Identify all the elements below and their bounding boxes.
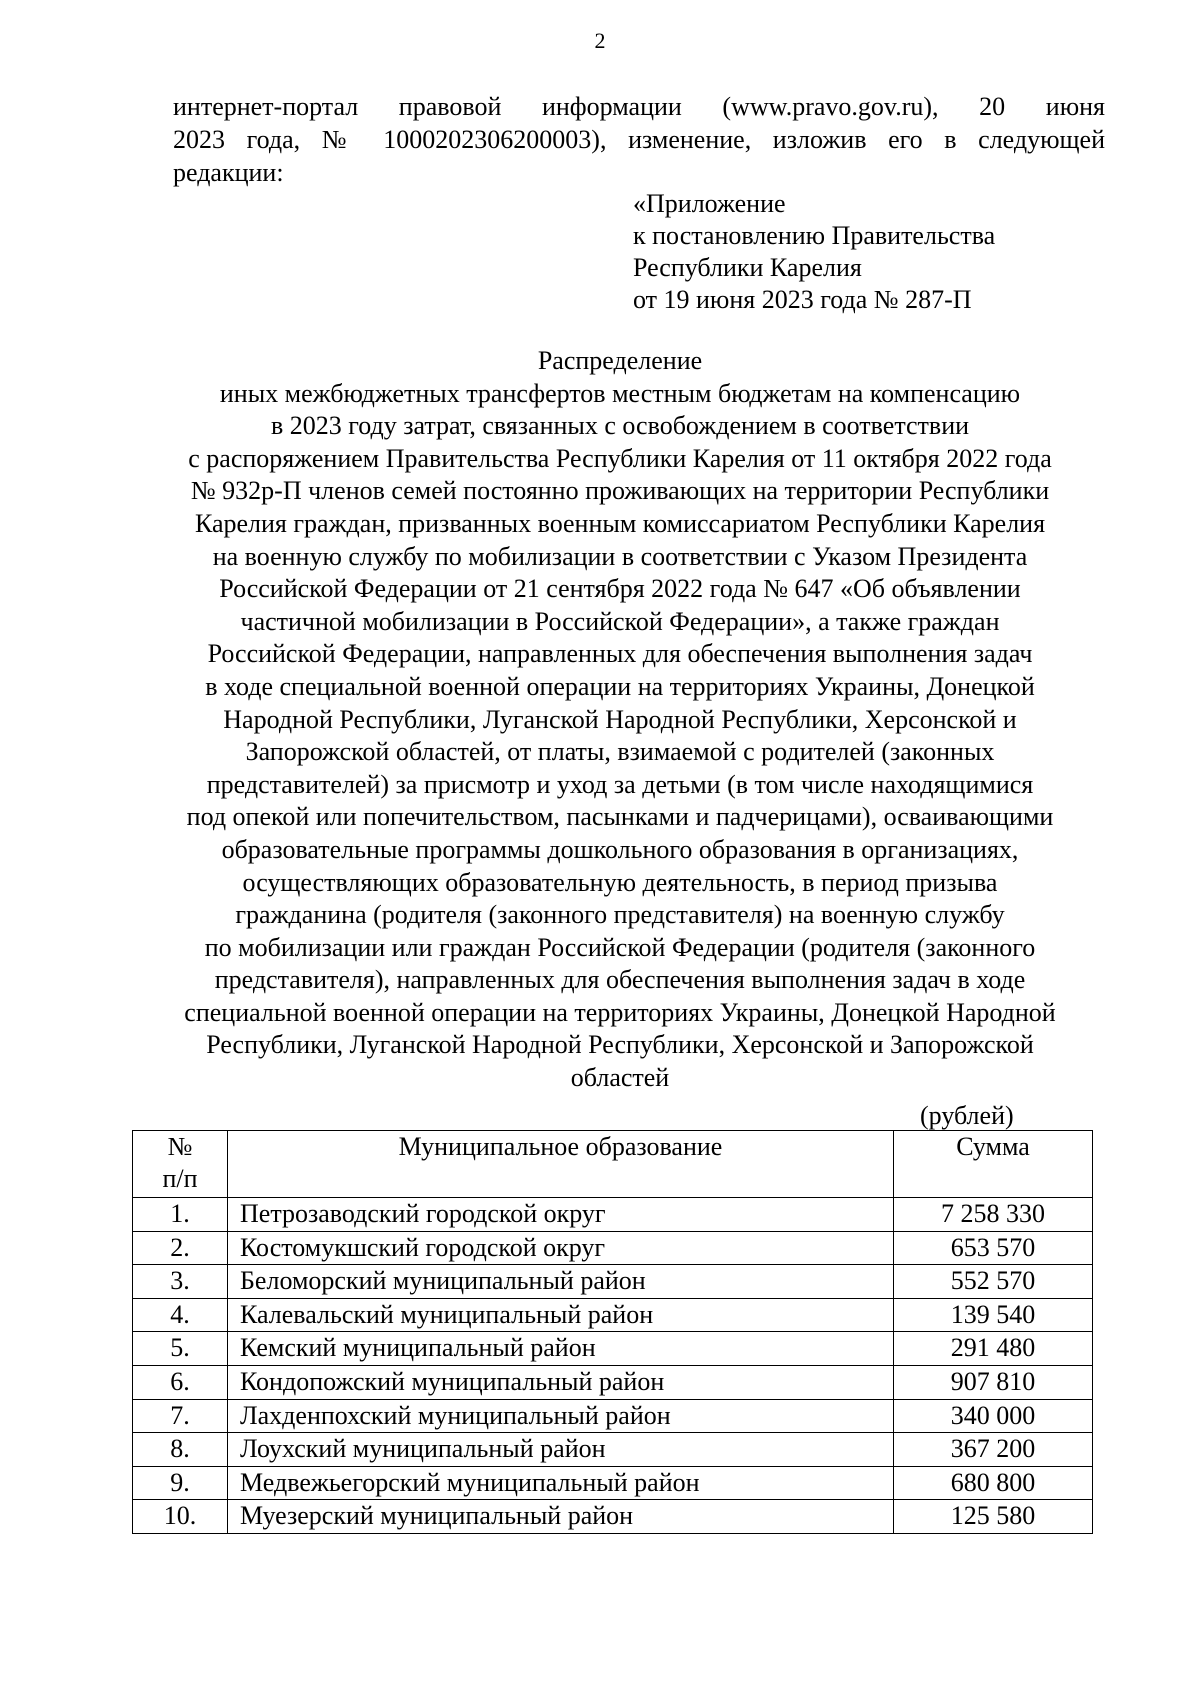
title-line: Карелия граждан, призванных военным комиссариатом Республики Карелия (194, 508, 1046, 538)
appendix-line: Республики Карелия (633, 253, 862, 282)
header-municipality: Муниципальное образование (228, 1131, 894, 1198)
row-municipality: Беломорский муниципальный район (228, 1265, 894, 1299)
appendix-header (633, 188, 995, 316)
table-row (133, 1500, 1093, 1534)
title-line: на военную службу по мобилизации в соответствии с Указом Президента (212, 541, 1028, 571)
appendix-line: к постановлению Правительства (633, 221, 996, 250)
row-number: 8. (133, 1433, 228, 1467)
page-number: 2 (594, 28, 606, 53)
row-number: 9. (133, 1466, 228, 1500)
title-line: Республики, Луганской Народной Республики, Херсонской и Запорожской (206, 1030, 1034, 1060)
header-number-line: № (167, 1132, 193, 1161)
table-row (133, 1198, 1093, 1232)
title-line: представителя), направленных для обеспечения выполнения задач в ходе (214, 965, 1026, 995)
header-number-line: п/п (162, 1164, 198, 1193)
row-number: 10. (133, 1500, 228, 1534)
row-municipality: Медвежьегорский муниципальный район (228, 1466, 894, 1500)
title-line: иных межбюджетных трансфертов местным бюджетам на компенсацию (219, 378, 1021, 408)
title-line: частичной мобилизации в Российской Федерации», а также граждан (240, 606, 1000, 636)
intro-line: интернет-портал правовой информации (www.pravo.gov.ru), 20 июня (173, 92, 1105, 121)
appendix-line: от 19 июня 2023 года № 287-П (633, 285, 972, 314)
title-line: образовательные программы дошкольного образования в организациях, (221, 834, 1019, 864)
row-sum: 125 580 (894, 1500, 1093, 1534)
title-line: в 2023 году затрат, связанных с освобождением в соответствии (270, 411, 970, 441)
row-municipality: Костомукшский городской округ (228, 1231, 894, 1265)
table-row (133, 1365, 1093, 1399)
table-row (133, 1231, 1093, 1265)
row-number: 6. (133, 1365, 228, 1399)
row-municipality: Калевальский муниципальный район (228, 1298, 894, 1332)
header-sum: Сумма (894, 1131, 1093, 1198)
intro-line: 2023 года, № 1000202306200003), изменение, изложив его в следующей (173, 125, 1105, 154)
row-sum: 653 570 (894, 1231, 1093, 1265)
row-sum: 552 570 (894, 1265, 1093, 1299)
title-heading: Распределение (537, 346, 703, 375)
row-municipality: Лахденпохский муниципальный район (228, 1399, 894, 1433)
row-number: 7. (133, 1399, 228, 1433)
title-line: по мобилизации или граждан Российской Федерации (родителя (законного (204, 932, 1036, 962)
intro-line: редакции: (173, 158, 284, 187)
title-line: представителей) за присмотр и уход за детьми (в том числе находящимися (206, 769, 1034, 799)
title-line: областей (570, 1063, 670, 1093)
title-line: с распоряжением Правительства Республики Карелия от 11 октября 2022 года (188, 443, 1052, 473)
title-line: Российской Федерации, направленных для обеспечения выполнения задач (207, 639, 1033, 669)
document-title (130, 345, 1110, 1095)
table-row (133, 1433, 1093, 1467)
row-municipality: Кемский муниципальный район (228, 1332, 894, 1366)
row-sum: 291 480 (894, 1332, 1093, 1366)
title-line: осуществляющих образовательную деятельность, в период призыва (242, 867, 998, 897)
table-row (133, 1399, 1093, 1433)
intro-paragraph (173, 90, 1105, 189)
title-line: гражданина (родителя (законного представителя) на военную службу (235, 900, 1005, 930)
row-municipality: Лоухский муниципальный район (228, 1433, 894, 1467)
row-number: 2. (133, 1231, 228, 1265)
title-line: Запорожской областей, от платы, взимаемой с родителей (законных (245, 737, 995, 767)
table-row (133, 1265, 1093, 1299)
table-row (133, 1332, 1093, 1366)
row-sum: 680 800 (894, 1466, 1093, 1500)
appendix-line: «Приложение (633, 189, 786, 218)
row-sum: 907 810 (894, 1365, 1093, 1399)
row-sum: 367 200 (894, 1433, 1093, 1467)
row-number: 4. (133, 1298, 228, 1332)
row-sum: 7 258 330 (894, 1198, 1093, 1232)
row-municipality: Муезерский муниципальный район (228, 1500, 894, 1534)
title-line: специальной военной операции на территориях Украины, Донецкой Народной (184, 997, 1056, 1027)
row-sum: 340 000 (894, 1399, 1093, 1433)
table-header-row (133, 1131, 1093, 1198)
currency-unit: (рублей) (920, 1101, 1014, 1130)
table-row (133, 1466, 1093, 1500)
distribution-table (132, 1130, 1093, 1534)
row-number: 1. (133, 1198, 228, 1232)
title-line: в ходе специальной военной операции на территориях Украины, Донецкой (205, 671, 1035, 701)
title-line: Народной Республики, Луганской Народной Республики, Херсонской и (223, 704, 1017, 734)
row-municipality: Петрозаводский городской округ (228, 1198, 894, 1232)
title-line: под опекой или попечительством, пасынками и падчерицами), осваивающими (186, 802, 1054, 832)
row-number: 5. (133, 1332, 228, 1366)
row-number: 3. (133, 1265, 228, 1299)
row-sum: 139 540 (894, 1298, 1093, 1332)
table-row (133, 1298, 1093, 1332)
row-municipality: Кондопожский муниципальный район (228, 1365, 894, 1399)
title-line: Российской Федерации от 21 сентября 2022 года № 647 «Об объявлении (219, 574, 1021, 604)
title-line: № 932р-П членов семей постоянно проживающих на территории Республики (190, 476, 1050, 506)
header-number (133, 1131, 228, 1198)
